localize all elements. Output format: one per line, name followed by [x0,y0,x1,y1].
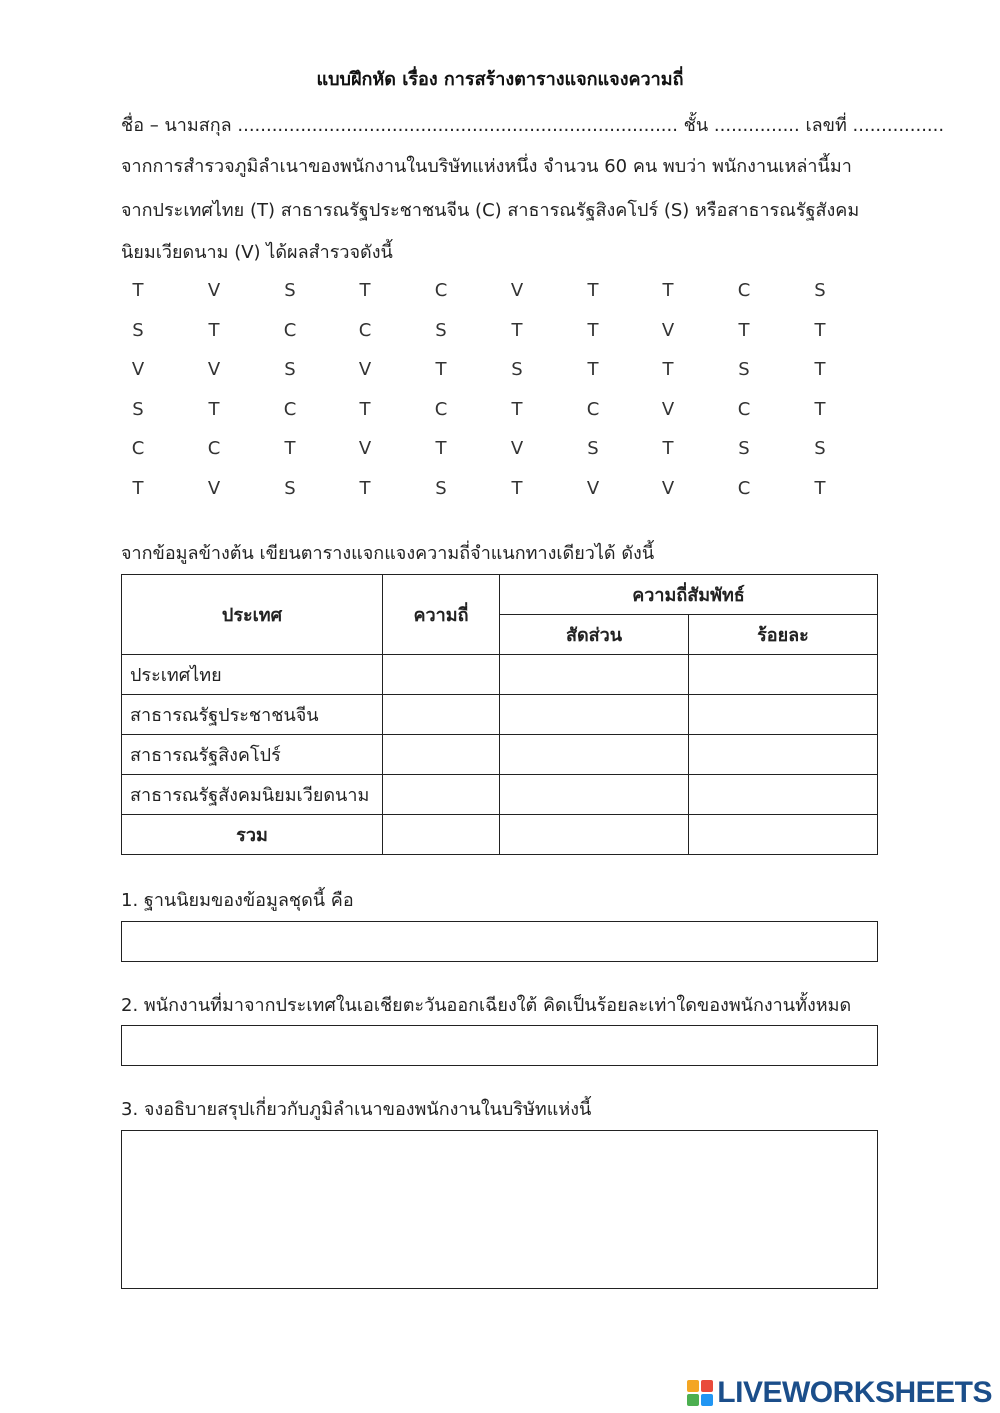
survey-letter: T [662,280,674,301]
header-ratio: สัดส่วน [500,615,689,655]
intro-line-2: จากประเทศไทย (T) สาธารณรัฐประชาชนจีน (C) สาธารณรัฐสิงคโปร์ (S) หรือสาธารณรัฐสังคม [121,200,860,221]
survey-letter: V [661,319,675,341]
table-intro: จากข้อมูลข้างต้น เขียนตารางแจกแจงความถี่จำแนกทางเดียวได้ ดังนี้ [121,543,655,564]
survey-data-grid [121,280,881,518]
ratio-total-cell[interactable] [500,815,689,855]
survey-letter: T [587,280,599,301]
survey-letter: S [284,359,296,381]
survey-letter: S [814,438,826,460]
header-country: ประเทศ [122,575,383,655]
survey-letter: S [587,438,599,460]
question-2: 2. พนักงานที่มาจากประเทศในเอเชียตะวันออกเฉียงใต้ คิดเป็นร้อยละเท่าใดของพนักงานทั้งหมด [121,995,852,1016]
question-1: 1. ฐานนิยมของข้อมูลชุดนี้ คือ [121,890,354,911]
intro-line-1: จากการสำรวจภูมิลำเนาของพนักงานในบริษัทแห่งหนึ่ง จำนวน 60 คน พบว่า พนักงานเหล่านี้มา [121,156,852,177]
survey-letter: C [207,438,221,460]
survey-letter: S [511,359,523,381]
country-thailand: ประเทศไทย [122,655,383,695]
survey-letter: V [661,477,675,499]
survey-letter: T [587,359,599,381]
freq-cell[interactable] [383,655,500,695]
survey-letter: C [434,398,448,420]
survey-letter: V [661,398,675,420]
liveworksheets-logo-icon [687,1380,713,1406]
table-row [122,735,878,775]
survey-letter: T [132,477,144,499]
letter-row [121,438,881,478]
survey-letter: S [132,319,144,341]
survey-letter: T [511,477,523,499]
question-3: 3. จงอธิบายสรุปเกี่ยวกับภูมิลำเนาของพนักงานในบริษัทแห่งนี้ [121,1099,592,1120]
intro-line-3: นิยมเวียดนาม (V) ได้ผลสำรวจดังนี้ [121,242,393,263]
survey-letter: T [435,438,447,460]
letter-row [121,280,881,320]
survey-letter: V [358,438,372,460]
survey-letter: S [814,280,826,301]
survey-letter: C [358,319,372,341]
ratio-cell[interactable] [500,655,689,695]
frequency-table [121,574,878,855]
header-percent: ร้อยละ [689,615,878,655]
survey-letter: T [587,319,599,341]
survey-letter: T [208,319,220,341]
table-row-total [122,815,878,855]
survey-letter: C [737,398,751,420]
survey-letter: T [738,319,750,341]
survey-letter: T [435,359,447,381]
freq-total-cell[interactable] [383,815,500,855]
country-vietnam: สาธารณรัฐสังคมนิยมเวียดนาม [122,775,383,815]
worksheet-title: แบบฝึกหัด เรื่อง การสร้างตารางแจกแจงความถี่ [316,69,684,90]
letter-row [121,320,881,360]
survey-letter: V [207,280,221,301]
percent-cell[interactable] [689,695,878,735]
name-class-number-line: ชื่อ – นามสกุล ............................................................................. ชั้น ............... เลขที่ ................ [121,115,945,136]
answer-box-2[interactable] [121,1025,878,1066]
survey-letter: V [131,359,145,381]
survey-letter: T [814,398,826,420]
survey-letter: T [814,359,826,381]
survey-letter: C [283,319,297,341]
ratio-cell[interactable] [500,735,689,775]
ratio-cell[interactable] [500,775,689,815]
freq-cell[interactable] [383,775,500,815]
survey-letter: T [511,319,523,341]
percent-cell[interactable] [689,775,878,815]
total-label: รวม [122,815,383,855]
survey-letter: T [208,398,220,420]
letter-row [121,478,881,518]
letter-row [121,359,881,399]
table-row [122,775,878,815]
survey-letter: T [132,280,144,301]
survey-letter: S [284,477,296,499]
survey-letter: T [662,359,674,381]
answer-box-1[interactable] [121,921,878,962]
percent-total-cell[interactable] [689,815,878,855]
table-row [122,695,878,735]
survey-letter: V [207,477,221,499]
survey-letter: C [737,477,751,499]
survey-letter: S [284,280,296,301]
survey-letter: C [586,398,600,420]
survey-letter: S [738,359,750,381]
ratio-cell[interactable] [500,695,689,735]
percent-cell[interactable] [689,735,878,775]
liveworksheets-logo-text: LIVEWORKSHEETS [717,1376,992,1409]
survey-letter: T [284,438,296,460]
survey-letter: T [814,319,826,341]
survey-letter: V [586,477,600,499]
survey-letter: T [662,438,674,460]
survey-letter: T [511,398,523,420]
freq-cell[interactable] [383,695,500,735]
letter-row [121,399,881,439]
survey-letter: S [738,438,750,460]
survey-letter: C [737,280,751,301]
survey-letter: C [131,438,145,460]
header-relative-frequency: ความถี่สัมพัทธ์ [500,575,878,615]
percent-cell[interactable] [689,655,878,695]
table-row [122,655,878,695]
freq-cell[interactable] [383,735,500,775]
survey-letter: T [359,280,371,301]
survey-letter: C [434,280,448,301]
answer-box-3[interactable] [121,1130,878,1289]
survey-letter: S [435,319,447,341]
survey-letter: T [359,398,371,420]
survey-letter: C [283,398,297,420]
header-frequency: ความถี่ [383,575,500,655]
country-singapore: สาธารณรัฐสิงคโปร์ [122,735,383,775]
survey-letter: V [207,359,221,381]
survey-letter: V [358,359,372,381]
survey-letter: S [435,477,447,499]
country-china: สาธารณรัฐประชาชนจีน [122,695,383,735]
survey-letter: T [359,477,371,499]
survey-letter: V [510,438,524,460]
survey-letter: V [510,280,524,301]
liveworksheets-logo [687,1376,992,1410]
survey-letter: S [132,398,144,420]
survey-letter: T [814,477,826,499]
